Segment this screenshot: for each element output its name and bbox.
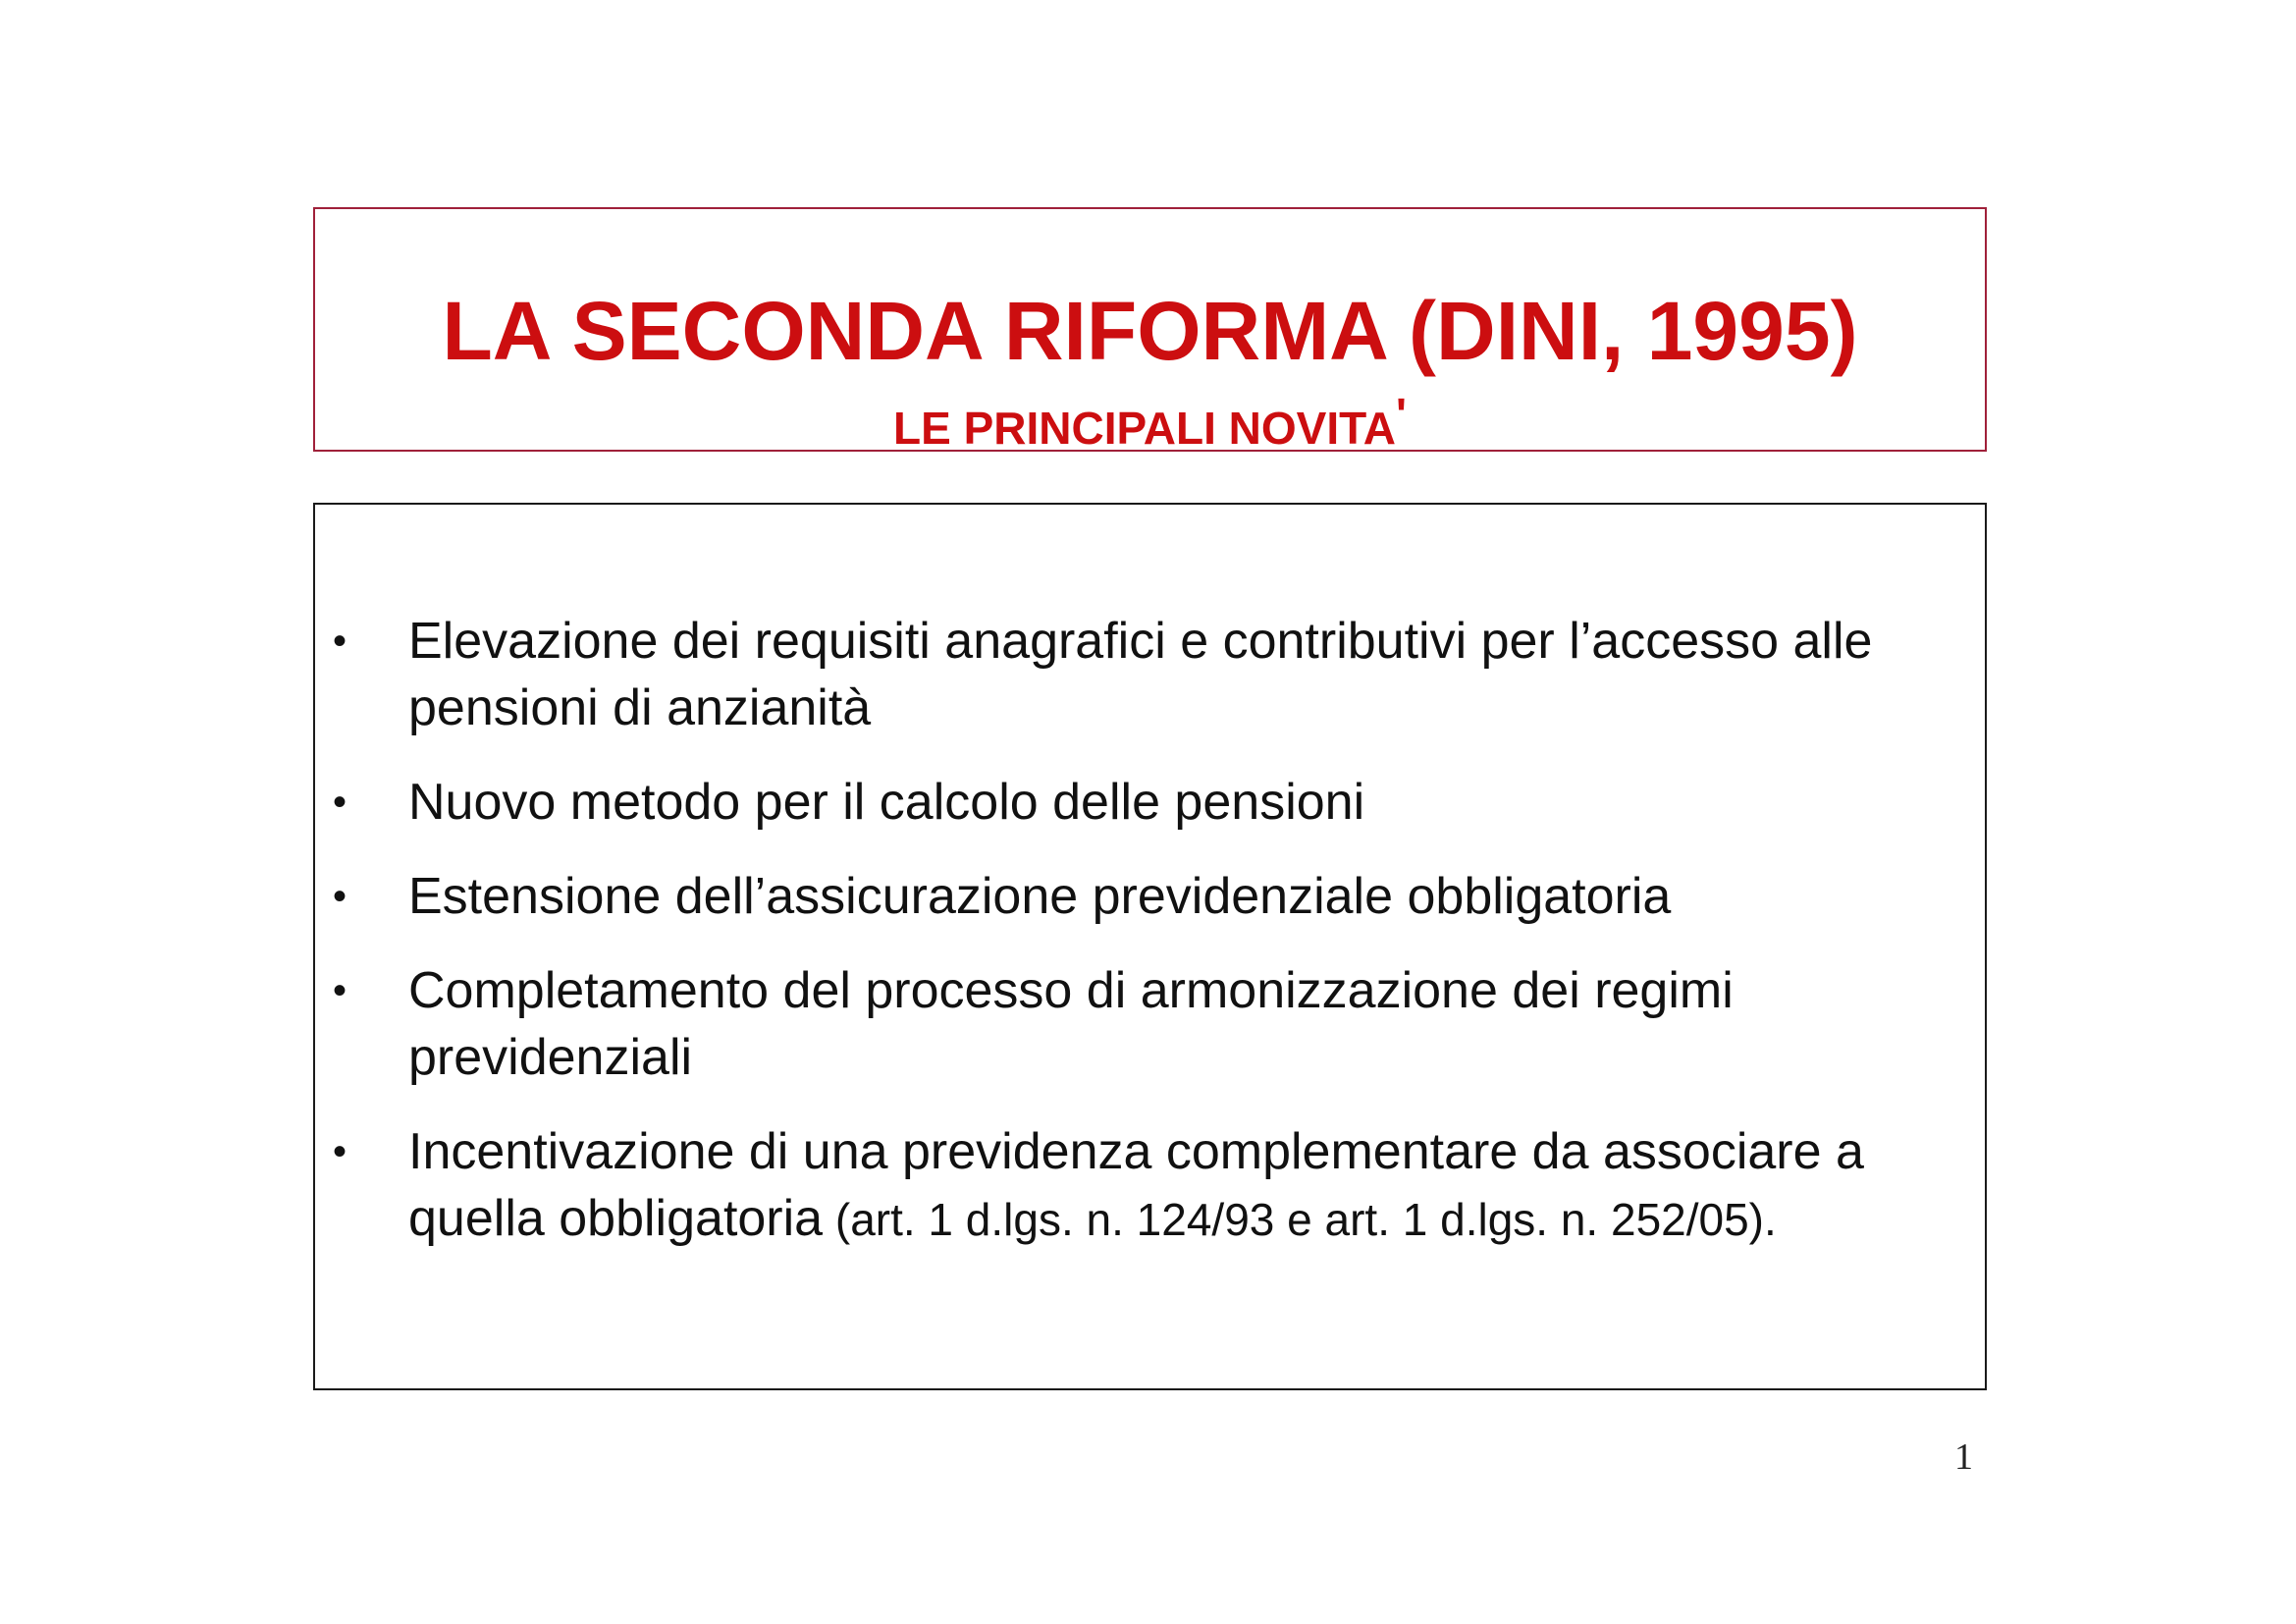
slide-title: LA SECONDA RIFORMA (DINI, 1995)	[442, 285, 1858, 377]
bullet-text: Elevazione dei requisiti anagrafici e contributivi per l’accesso alle pensioni di anzianità	[408, 613, 1873, 736]
title-box	[313, 207, 1987, 452]
bullet-item	[315, 608, 1989, 741]
bullet-item	[315, 957, 1989, 1091]
bullet-text: Completamento del processo di armonizzazione dei regimi previdenziali	[408, 962, 1734, 1086]
bullet-icon: •	[333, 781, 347, 824]
legal-reference: (art. 1 d.lgs. n. 124/93 e art. 1 d.lgs. n. 252/05).	[823, 1194, 1777, 1245]
bullet-list	[315, 608, 1989, 1280]
page-number: 1	[1954, 1436, 1973, 1478]
bullet-item	[315, 1118, 1989, 1253]
bullet-text: Incentivazione di una previdenza complementare da associare a quella obbligatoria	[408, 1123, 1864, 1247]
bullet-item	[315, 769, 1989, 836]
bullet-icon: •	[333, 875, 347, 918]
bullet-icon: •	[333, 620, 347, 663]
bullet-text: Nuovo metodo per il calcolo delle pensioni	[408, 774, 1365, 831]
bullet-icon: •	[333, 969, 347, 1012]
bullet-icon: •	[333, 1130, 347, 1173]
bullet-text: Estensione dell’assicurazione previdenziale obbligatoria	[408, 868, 1672, 925]
slide-subtitle	[315, 389, 1985, 454]
slide-subtitle-text: LE PRINCIPALI NOVITA	[893, 403, 1397, 454]
subtitle-accent-mark: '	[1396, 389, 1407, 440]
content-box	[313, 503, 1987, 1390]
bullet-item	[315, 863, 1989, 930]
